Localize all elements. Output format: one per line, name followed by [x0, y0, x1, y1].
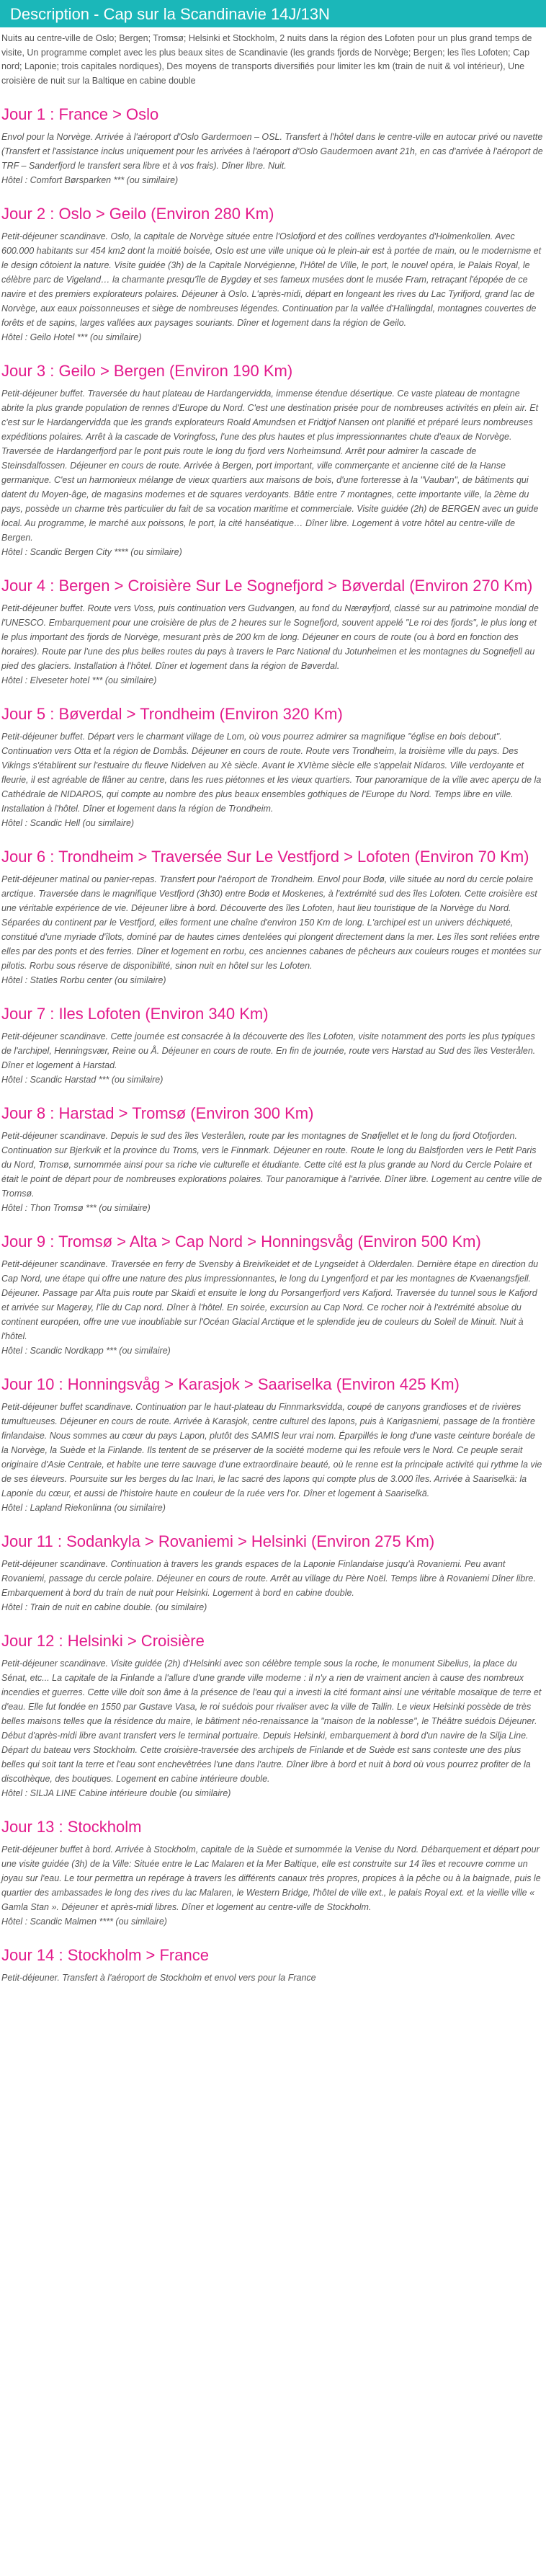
day-section	[0, 105, 546, 187]
day-title: Jour 11 : Sodankyla > Rovaniemi > Helsinki (Environ 275 Km)	[1, 1532, 435, 1550]
day-title: Jour 4 : Bergen > Croisière Sur Le Sognefjord > Bøverdal (Environ 270 Km)	[1, 577, 533, 595]
day-hotel: Hôtel : Geilo Hotel *** (ou similaire)	[1, 332, 142, 342]
day-section	[0, 577, 546, 688]
day-section	[0, 362, 546, 559]
day-title: Jour 13 : Stockholm	[1, 1818, 142, 1836]
day-hotel: Hôtel : Comfort Børsparken *** (ou similaire)	[1, 175, 179, 185]
day-section	[0, 1005, 546, 1087]
day-hotel: Hôtel : Scandic Hell (ou similaire)	[1, 818, 135, 828]
day-description: Petit-déjeuner buffet. Route vers Voss, puis continuation vers Gudvangen, au fond du Nærøyfjord, classé sur au patrimoine mondial de l'UNESCO. Embarquement pour une croisière de plus de 2 heures sur le Sognefjord, souvent appelé "Le roi des fjords", le plus long et le plus important des fjords de Norvège, mesurant près de 200 km de long. Déjeuner en cours de route (ou à bord en fonction des horaires). Route par l'une des plus belles routes du pays à travers le Parc National du Jotunheimen et les montagnes du Sognefjell au pied des glaciers. Installation à l'hôtel. Dîner et logement dans la région de Bøverdal.	[1, 603, 539, 671]
day-section	[0, 1818, 546, 1929]
day-description: Petit-déjeuner buffet. Départ vers le charmant village de Lom, où vous pourrez admirer sa magnifique "église en bois debout". Continuation vers Otta et la région de Dombås. Déjeuner en cours de route. Route vers Trondheim, la troisième ville du pays. Des Vikings s'établirent sur l'estuaire du fleuve Nidelven au Xè siècle. Avant le XVIème siècle elle s'appelait Nidaros. Ville verdoyante et fleurie, il est agréable de flâner au centre, dans les rues piétonnes et les vieux quartiers. Tour panoramique de la ville avec aperçu de la Cathédrale de NIDAROS, qui compte au nombre des plus beaux ensembles gothiques de l'Europe du Nord. Temps libre en ville. Installation à l'hôtel. Dîner et logement dans la région de Trondheim.	[1, 732, 542, 814]
day-title: Jour 3 : Geilo > Bergen (Environ 190 Km)	[1, 362, 293, 380]
day-title: Jour 7 : Iles Lofoten (Environ 340 Km)	[1, 1005, 269, 1023]
itinerary	[0, 105, 546, 1985]
day-title: Jour 1 : France > Oslo	[1, 105, 159, 123]
day-description: Petit-déjeuner matinal ou panier-repas. Transfert pour l'aéroport de Trondheim. Envol pour Bodø, ville située au nord du cercle polaire arctique. Traversée dans le magnifique Vestfjord (3h30) entre Bodø et Moskenes, à l'extrémité sud des îles Lofoten. Cette croisière est une véritable expérience de vie. Déjeuner libre à bord. Découverte des îles Lofoten, haut lieu touristique de la Norvège du Nord. Séparées du continent par le Vestfjord, elles forment une chaîne d'environ 150 Km de long. L'archipel est un univers déchiqueté, constitué d'une myriade d'îlots, dominé par de hautes cimes dentelées qui plongent directement dans la mer. Les îles sont reliées entre elles par des ponts et des ferries. Dîner et logement en rorbu, ces anciennes cabanes de pêcheurs aux couleurs rouges et montées sur pilotis. Rorbu sous réserve de disponibilité, sinon nuit en hôtel sur les Lofoten.	[1, 874, 542, 971]
day-section	[0, 1946, 546, 1985]
day-hotel: Hôtel : Thon Tromsø *** (ou similaire)	[1, 1203, 151, 1213]
day-hotel: Hôtel : SILJA LINE Cabine intérieure double (ou similaire)	[1, 1788, 231, 1798]
day-title: Jour 5 : Bøverdal > Trondheim (Environ 320 Km)	[1, 705, 343, 723]
day-description: Petit-déjeuner buffet à bord. Arrivée à Stockholm, capitale de la Suède et surnommée la Venise du Nord. Débarquement et départ pour une visite guidée (3h) de la Ville: Située entre le Lac Malaren et la Mer Baltique, elle est construite sur 14 îles et recouvre comme un joyau sur l'eau. Le tour permettra un repérage à travers les différents canaux très propres, propices à la pêche ou à la baignade, puis le quartier des ambassades le long des rives du lac Malaren, le Western Bridge, l'hôtel de ville ext., le palais Royal ext. et la vieille ville « Gamla Stan ». Déjeuner et après-midi libres. Dîner et logement au centre-ville de Stockholm.	[1, 1844, 541, 1912]
day-description: Petit-déjeuner scandinave. Visite guidée (2h) d'Helsinki avec son célèbre temple sous la roche, le monument Sibelius, la place du Sénat, etc... La capitale de la Finlande a l'allure d'une grande ville moderne : il n'y a rien de vraiment ancien à cause des nombreux incendies et guerres. Cette ville doit son âme à la présence de l'eau qui a investi la cité formant ainsi une véritable mosaïque de terre et d'eau. Elle fut fondée en 1550 par Gustave Vasa, le roi suédois pour rivaliser avec la ville de Tallin. Le vieux Helsinki possède de très belles maisons telles que la résidence du maire, le bâtiment néo-renaissance la "maison de la noblesse", le Théâtre suédois Déjeuner. Début d'après-midi libre avant transfert vers le terminal portuaire. Depuis Helsinki, embarquement à bord d'un navire de la Silja Line. Départ du bateau vers Stockholm. Cette croisière-traversée des archipels de Finlande et de Suède est sans conteste une des plus belles qui soit tant la terre et l'eau sont enchevêtrées l'une dans l'autre. Dîner libre à bord et nuit à bord où vous pourrez profiter de la discothèque, des boutiques. Logement en cabine intérieure double.	[1, 1658, 542, 1784]
day-hotel: Hôtel : Scandic Malmen **** (ou similaire)	[1, 1917, 167, 1927]
day-title: Jour 12 : Helsinki > Croisière	[1, 1632, 205, 1650]
intro-text: Nuits au centre-ville de Oslo; Bergen; Tromsø; Helsinki et Stockholm, 2 nuits dans la région des Lofoten pour un plus grand temps de visite, Un programme complet avec les plus beaux sites de Scandinavie (les grands fjords de Norvège; Bergen; les îles Lofoten; Cap nord; Laponie; trois capitales nordiques), Des moyens de transports diversifiés pour limiter les km (train de nuit & vol intérieur), Une croisière de nuit sur la Baltique en cabine double	[1, 33, 532, 86]
day-description: Petit-déjeuner scandinave. Traversée en ferry de Svensby à Breivikeidet et de Lyngseidet à Olderdalen. Dernière étape en direction du Cap Nord, une étape qui offre une nature des plus impressionnantes, le long du Lyngenfjord et par les montagnes de Kvaenangsfjell. Déjeuner. Passage par Alta puis route par Skaidi et ensuite le long du Porsangerfjord vers Kafjord. Traversée du tunnel sous le Kafjord et arrivée sur Magerøy, l'île du Cap nord. Dîner à l'hôtel. En soirée, excursion au Cap Nord. Ce rocher noir à l'extrémité absolue du continent européen, offre une vue inoubliable sur l'Océan Glacial Arctique et le splendide jeu de couleurs du Soleil de Minuit. Nuit à l'hôtel.	[1, 1259, 539, 1341]
day-description: Petit-déjeuner scandinave. Continuation à travers les grands espaces de la Laponie Finlandaise jusqu'à Rovaniemi. Peu avant Rovaniemi, passage du cercle polaire. Déjeuner en cours de route. Arrêt au village du Père Noël. Temps libre à Rovaniemi Dîner libre. Embarquement à bord du train de nuit pour Helsinki. Logement à bord en cabine double.	[1, 1559, 536, 1598]
day-title: Jour 6 : Trondheim > Traversée Sur Le Vestfjord > Lofoten (Environ 70 Km)	[1, 848, 529, 866]
day-hotel: Hôtel : Statles Rorbu center (ou similaire)	[1, 975, 166, 985]
day-hotel: Hôtel : Lapland Riekonlinna (ou similaire)	[1, 1503, 166, 1513]
day-description: Envol pour la Norvège. Arrivée à l'aéroport d'Oslo Gardermoen – OSL. Transfert à l'hôtel dans le centre-ville en autocar privé ou navette (Transfert et l'assistance inclus uniquement pour les arrivées à l'aéroport d'Oslo Gaudermoen avant 21h, en cas d'arrivée à l'aéroport de TRF – Sanderfjord le transfert sera libre et à vos frais). Dîner libre. Nuit.	[1, 132, 543, 171]
day-hotel: Hôtel : Elveseter hotel *** (ou similaire)	[1, 675, 157, 685]
day-title: Jour 14 : Stockholm > France	[1, 1946, 209, 1964]
day-description: Petit-déjeuner scandinave. Cette journée est consacrée à la découverte des îles Lofoten, visite notamment des ports les plus typiques de l'archipel, Henningsvær, Reine ou Å. Déjeuner en cours de route. En fin de journée, route vers Harstad au Sud des îles Vesterålen. Dîner et logement à Harstad.	[1, 1031, 536, 1070]
day-description: Petit-déjeuner scandinave. Depuis le sud des îles Vesterålen, route par les montagnes de Snøfjellet et le long du fjord Otofjorden. Continuation sur Bjerkvik et la province du Troms, vers le Finnmark. Déjeuner en route. Route le long du Balsfjorden vers le Petit Paris du Nord, Tromsø, surnommée ainsi pour sa riche vie culturelle et étudiante. Cette cité est la plus grande au Nord du Cercle Polaire et était le point de départ pour de nombreuses explorations polaires. Tour panoramique à l'arrivée. Dîner libre. Logement au centre ville de Tromsø.	[1, 1131, 542, 1199]
day-description: Petit-déjeuner buffet. Traversée du haut plateau de Hardangervidda, immense étendue désertique. Ce vaste plateau de montagne abrite la plus grande population de rennes d'Europe du Nord. C'est une destination prisée pour de nombreuses activités en plein air. Et c'est sur le Hardangervidda que les grands explorateurs Roald Amundsen et Fridtjof Nansen ont planifié et préparé leurs nombreuses expéditions polaires. Arrêt à la cascade de Voringfoss, l'une des plus hautes et plus impressionnantes chute d'eaux de Norvège. Traversée de Hardangerfjord par le pont puis route le long du fjord vers Norheimsund. Arrêt pour admirer la cascade de Steinsdalfossen. Déjeuner en cours de route. Arrivée à Bergen, port important, ville commerçante et ancienne cité de la Hanse germanique. C'est un harmonieux mélange de vieux quartiers aux maisons de bois, d'une forteresse à la "Vauban", de bâtiments qui datent du Moyen-âge, de magasins modernes et de squares verdoyants. Bâtie entre 7 montagnes, cette importante ville, la 2ème du pays, possède un charme très particulier du fait de sa vocation maritime et commerciale. Visite guidée (2h) de BERGEN avec un guide local. Au programme, le marché aux poissons, le port, la cité hanséatique… Dîner libre. Logement à votre hôtel au centre-ville de Bergen.	[1, 388, 539, 543]
day-section	[0, 1532, 546, 1615]
day-section	[0, 205, 546, 345]
day-description: Petit-déjeuner. Transfert à l'aéroport de Stockholm et envol vers pour la France	[1, 1973, 316, 1983]
day-title: Jour 9 : Tromsø > Alta > Cap Nord > Honningsvåg (Environ 500 Km)	[1, 1233, 481, 1251]
day-section	[0, 1233, 546, 1358]
day-title: Jour 2 : Oslo > Geilo (Environ 280 Km)	[1, 205, 274, 223]
day-section	[0, 1104, 546, 1215]
page-title: Description - Cap sur la Scandinavie 14J/13N	[0, 0, 546, 27]
day-section	[0, 1632, 546, 1800]
day-section	[0, 848, 546, 987]
day-hotel: Hôtel : Scandic Bergen City **** (ou similaire)	[1, 547, 182, 557]
day-description: Petit-déjeuner scandinave. Oslo, la capitale de Norvège située entre l'Oslofjord et des collines verdoyantes d'Holmenkollen. Avec 600.000 habitants sur 454 km2 dont la moitié boisée, Oslo est une ville unique où le plein-air est à portée de main, ou le modernisme et le design côtoient la nature. Visite guidée (3h) de la Capitale Norvégienne, l'Hôtel de Ville, le port, le nouvel opéra, le Palais Royal, le célèbre parc de Vigeland… la charmante presqu'île de Bygdøy et ses fameux musées dont le musée Fram, retraçant l'épopée de ce navire et des premiers explorateurs polaires. Déjeuner à Oslo. L'après-midi, départ en longeant les rives du Lac Tyrifjord, grand lac de Norvège, aux eaux poissonneuses et siège de nombreuses légendes. Continuation par la vallée d'Hallingdal, montagnes couvertes de forêts et de sapins, larges vallées aux paysages souriants. Dîner et logement dans la région de Geilo.	[1, 231, 542, 328]
day-description: Petit-déjeuner buffet scandinave. Continuation par le haut-plateau du Finnmarksvidda, coupé de canyons grandioses et de rivières tumultueuses. Déjeuner en cours de route. Arrivée à Karasjok, centre culturel des lapons, puis à Karigasniemi, passage de la frontière finlandaise. Nous sommes au cœur du pays Lapon, plutôt des SAMIS leur vrai nom. Éparpillés le long d'une vaste ceinture boréale de la Norvège, la Suède et la Finlande. Ils tentent de se préserver de la société moderne qui les refoule vers le Nord. Ce peuple serait originaire d'Asie Centrale, et habite une terre sauvage d'une extraordinaire beauté, où le renne est la principale activité qui rythme la vie de ses éleveurs. Poursuite sur les berges du lac Inari, le lac sacré des lapons qui compte plus de 3.000 îles. Arrivée à Saariselkä: la Laponie du cœur, et aussi de l'histoire haute en couleur de la ruée vers l'or. Dîner et logement à Saariselkä.	[1, 1402, 542, 1498]
day-title: Jour 8 : Harstad > Tromsø (Environ 300 Km)	[1, 1104, 314, 1122]
day-title: Jour 10 : Honningsvåg > Karasjok > Saariselka (Environ 425 Km)	[1, 1375, 460, 1393]
day-hotel: Hôtel : Train de nuit en cabine double. (ou similaire)	[1, 1602, 207, 1612]
day-hotel: Hôtel : Scandic Nordkapp *** (ou similaire)	[1, 1346, 171, 1356]
day-section	[0, 705, 546, 830]
day-section	[0, 1375, 546, 1515]
day-hotel: Hôtel : Scandic Harstad *** (ou similaire)	[1, 1075, 164, 1085]
